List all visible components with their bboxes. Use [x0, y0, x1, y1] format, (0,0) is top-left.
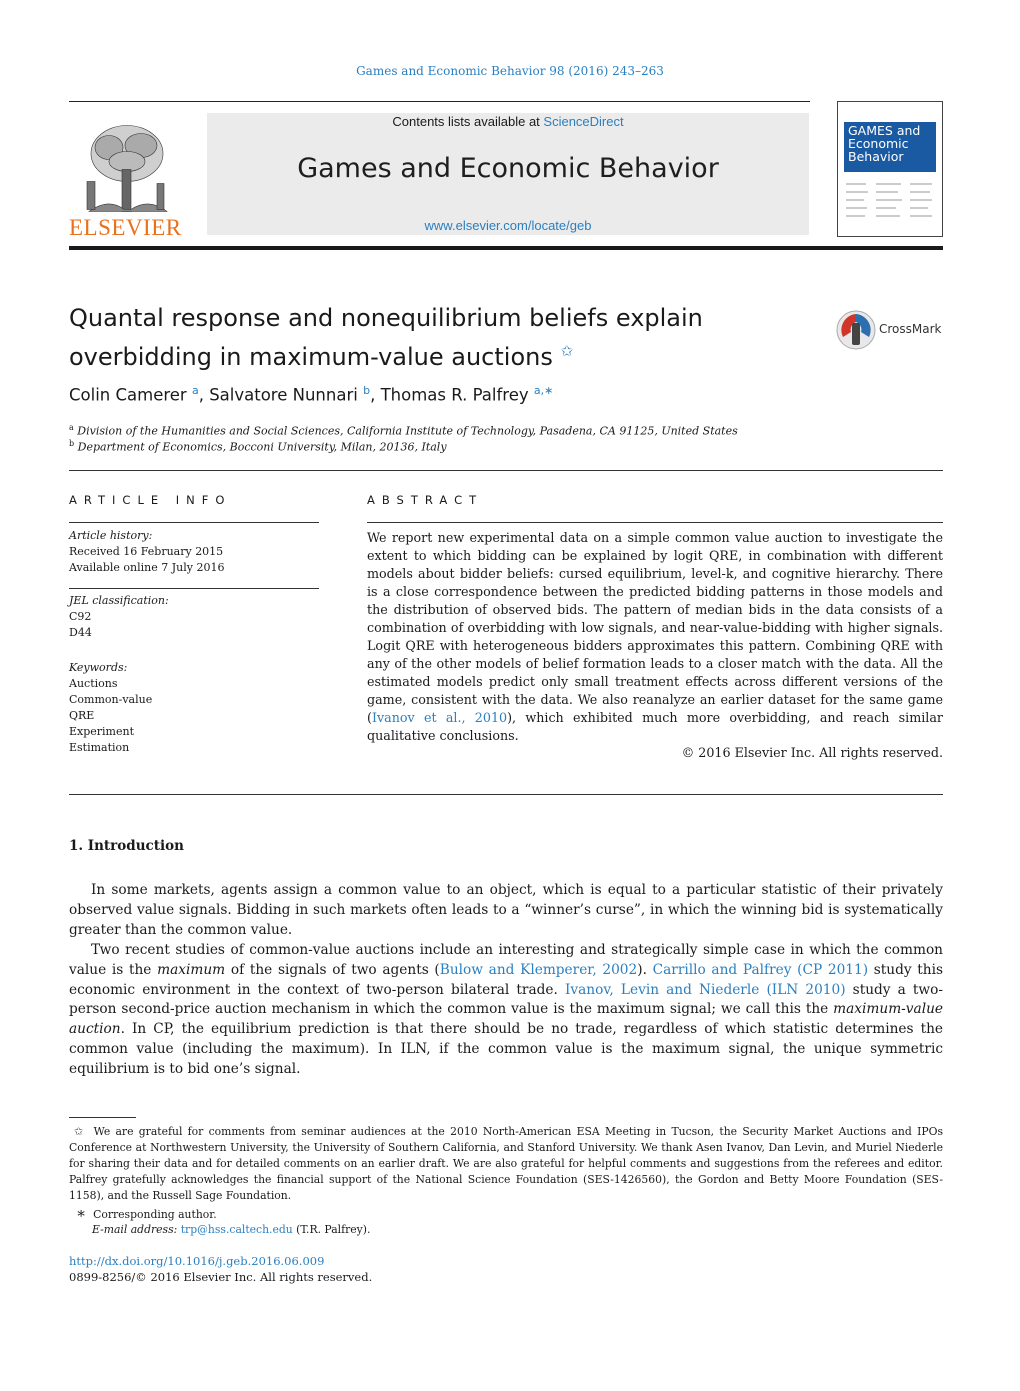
keyword: Experiment: [69, 725, 135, 738]
keyword: Auctions: [69, 677, 118, 690]
acknowledgement-footnote: ✩ We are grateful for comments from seminar audiences at the 2010 North-American ESA Meeting in Tucson, the Security Market Auctions and IPOs Conference at Northwestern University, the University of Southern California, and Stanford University. We thank Asen Ivanov, Dan Levin, and Muriel Niederle for sharing their data and for detailed comments on an earlier draft. We are also grateful for helpful comments and suggestions from the referees and editor. Palfrey gratefully acknowledges the financial support of the National Science Foundation (SES-1426560), the Gordon and Betty Moore Foundation (SES-1158), and the Russell Sage Foundation.: [69, 1125, 943, 1202]
paper-title-line: [69, 335, 769, 374]
received-date: Received 16 February 2015: [69, 545, 224, 558]
keywords: [69, 660, 319, 756]
paragraph: In some markets, agents assign a common value to an object, which is equal to a particular statistic of their privately observed value signals. Bidding in such markets often leads to a “winner’s curse”, in which the winning bid is systematically greater than the common value.: [69, 882, 943, 938]
jel-code: D44: [69, 626, 92, 639]
author-name[interactable]: Colin Camerer: [69, 385, 187, 405]
affiliation-text: Division of the Humanities and Social Sciences, California Institute of Technology, Pasadena, CA 91125, United States: [77, 424, 738, 438]
footnote-rule: [69, 1117, 136, 1118]
author-affil-mark[interactable]: b: [363, 384, 371, 397]
history-label: Article history:: [69, 529, 153, 542]
abstract-text: We report new experimental data on a simple common value auction to investigate the extent to which bidding can be explained by logit QRE, in combination with different models about bidder beliefs: cursed equilibrium, level-k, and cognitive hierarchy. There is a close correspondence between the predicted bidding patterns in those models and the distribution of observed bids. The pattern of median bids in the data consists of a combination of overbidding with low signals, and near-value-bidding with higher signals. Logit QRE with heterogeneous bidders approximates this pattern. Combining QRE with any of the other models of belief formation leads to a closer match with the data. All the estimated models predict only small treatment effects across different versions of the game, consistent with the data. We also reanalyze an earlier dataset for the same game (Ivanov et al., 2010), which exhibited much more overbidding, and reach similar qualitative conclusions.: [367, 530, 943, 743]
cover-title-line: Economic: [848, 136, 909, 151]
keyword: QRE: [69, 709, 95, 722]
section-heading: 1. Introduction: [69, 838, 184, 854]
cover-title-line: GAMES and: [848, 123, 921, 138]
available-date: Available online 7 July 2016: [69, 561, 225, 574]
header-thick-rule: [69, 246, 943, 250]
author-name[interactable]: Thomas R. Palfrey: [380, 385, 529, 405]
article-info-rule: [69, 522, 319, 523]
citation-link[interactable]: Ivanov et al., 2010: [371, 710, 508, 725]
contents-line: [207, 114, 809, 129]
article-history: [69, 528, 319, 576]
author-affil-mark[interactable]: a,∗: [533, 384, 554, 397]
citation-link[interactable]: Carrillo and Palfrey (CP 2011): [652, 961, 869, 978]
sciencedirect-link[interactable]: ScienceDirect: [543, 114, 624, 129]
jel-label: JEL classification:: [69, 594, 169, 607]
front-matter-rule: [69, 470, 943, 471]
journal-url-link[interactable]: www.elsevier.com/locate/geb: [424, 218, 592, 233]
affiliation: [69, 423, 869, 438]
jel-code: C92: [69, 610, 92, 623]
journal-cover-thumbnail: [837, 101, 943, 237]
paper-title-text: overbidding in maximum-value auctions: [69, 343, 553, 371]
journal-reference[interactable]: Games and Economic Behavior 98 (2016) 243–263: [356, 64, 664, 78]
jel-classification: [69, 593, 319, 641]
header-top-rule: [69, 101, 810, 102]
issn-line: 0899-8256/© 2016 Elsevier Inc. All rights reserved.: [69, 1270, 373, 1284]
title-footnote-star[interactable]: ✩: [560, 342, 574, 360]
affiliation-mark: b: [69, 439, 75, 448]
footnote-asterisk-mark: ∗: [76, 1204, 87, 1222]
paper-title-line: Quantal response and nonequilibrium beliefs explain: [69, 304, 703, 332]
journal-title: Games and Economic Behavior: [297, 153, 719, 184]
author-name[interactable]: Salvatore Nunnari: [209, 385, 358, 405]
cover-contents-lines: [846, 180, 934, 228]
affiliation-mark: a: [69, 423, 74, 432]
author-affil-mark[interactable]: a: [191, 384, 199, 397]
corresponding-author-footnote: ∗ Corresponding author.: [76, 1204, 217, 1222]
cover-title-line: Behavior: [848, 149, 904, 164]
abstract-rule: [367, 522, 943, 523]
paragraph: Two recent studies of common-value auctions include an interesting and strategically simple case in which the common value is the maximum of the signals of two agents (Bulow and Klemperer, 2002). Carrillo and Palfrey (CP 2011) study this economic environment in the context of two-person bilateral trade. Ivanov, Levin and Niederle (ILN 2010) study a two-person second-price auction mechanism in which the common value is the maximum signal; we call this the maximum-value auction. In CP, the equilibrium prediction is that there should be no trade, regardless of which statistic determines the common value (including the maximum). In ILN, if the common value is the maximum signal, the unique symmetric equilibrium is to bid one’s signal.: [69, 942, 943, 1077]
author-list: Colin Camerer $^a$, Salvatore Nunnari $^b$, Thomas R. Palfrey $^{a,∗}$: [69, 384, 554, 405]
paper-title: [69, 302, 769, 374]
keywords-label: Keywords:: [69, 661, 128, 674]
doi-link[interactable]: http://dx.doi.org/10.1016/j.geb.2016.06.009: [69, 1254, 325, 1268]
elsevier-wordmark: ELSEVIER: [69, 215, 182, 240]
article-info-heading: ARTICLE INFO: [69, 493, 232, 507]
footnote-star-mark: ✩: [74, 1125, 84, 1138]
abstract-bottom-rule: [69, 794, 943, 795]
email-footnote: E-mail address: trp@hss.caltech.edu (T.R. Palfrey).: [92, 1223, 371, 1236]
jel-rule: [69, 588, 319, 589]
citation-link[interactable]: Bulow and Klemperer, 2002: [439, 961, 638, 978]
abstract-copyright: © 2016 Elsevier Inc. All rights reserved.: [681, 745, 943, 760]
crossmark-label[interactable]: CrossMark: [879, 322, 942, 336]
affiliation: [69, 439, 869, 454]
keyword: Common-value: [69, 693, 153, 706]
affiliation-text: Department of Economics, Bocconi University, Milan, 20136, Italy: [77, 440, 447, 454]
citation-link[interactable]: Ivanov, Levin and Niederle (ILN 2010): [564, 981, 846, 998]
contents-prefix: Contents lists available at: [392, 114, 544, 129]
cover-title: [848, 124, 938, 163]
keyword: Estimation: [69, 741, 130, 754]
email-link[interactable]: trp@hss.caltech.edu: [180, 1223, 293, 1236]
abstract-heading: ABSTRACT: [367, 493, 484, 507]
